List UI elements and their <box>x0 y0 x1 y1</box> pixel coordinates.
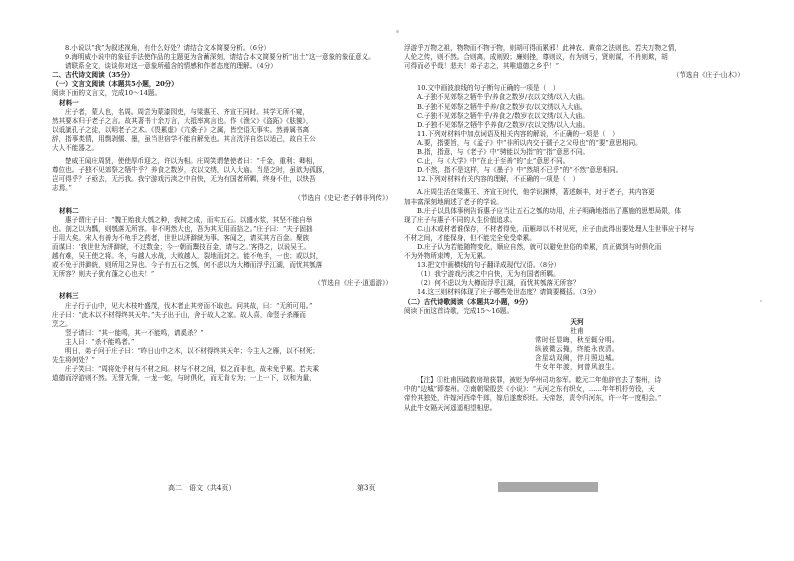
text-line: （1）我宁游戏污渎之中自快，无为有国者所羁。 <box>417 270 560 279</box>
text-line: （2）何不虑以为大樽而浮乎江湖，而忧其瓠落无所容？ <box>417 279 580 288</box>
text-line: 不为外物所束缚，无为无累。 <box>404 252 490 261</box>
text-line: 道德而浮游则不然。无誉无訾，一龙一蛇，与时俱化，而无肯专为；一上一下，以和为量， <box>52 374 316 383</box>
text-line: 也。剖之以为瓢，则瓠落无所容。非不呺然大也，吾为其无用而掊之。”庄子曰：“夫子固拙 <box>52 224 313 233</box>
text-line: 无所容？则夫子犹有蓬之心也夫！” <box>52 270 155 279</box>
text-line: （节选自《庄子·逍遥游》） <box>314 279 392 288</box>
text-line: A.子独不见郊祭之牺牛乎/养食之数岁/衣以文绣/以入大庙。 <box>417 93 589 102</box>
scan-speck <box>396 30 399 33</box>
poem-line: 杜甫 <box>570 326 584 335</box>
text-line: 不材之间，才能保身，但不能完全免受牵累。 <box>404 233 536 242</box>
left-column <box>52 44 398 383</box>
footer-course-label: 高二 语文（共4页） <box>168 484 236 492</box>
text-line: 10.文中画波浪线的句子断句正确的一项是（ ） <box>417 84 560 93</box>
text-line: 帝怜其独处，许嫁河西牵牛郎，嫁后遂废织纴。天帝怒，责令归河东，许一年一度相会。” <box>404 394 662 403</box>
poem-line: 牛女年年渡，何曾风浪生。 <box>535 363 619 372</box>
text-line: 岂可得乎？子亟去，无污我。我宁游戏污渎之中自快，无为有国者所羁，终身不仕，以快吾 <box>52 175 316 184</box>
text-line: 尊位也。子独不见郊祭之牺牛乎？养食之数岁，衣以文绣，以入大庙。当是之时，虽欲为孤豚， <box>52 166 329 175</box>
text-line: 13.把文中画横线的句子翻译成现代汉语。（8分） <box>417 261 561 270</box>
text-line: A.要，指要旨，与《孟子》中“非所以内交于孺子之父母也”的“要”意思相同。 <box>417 138 642 147</box>
text-line: 然其要本归于老子之言。故其著书十余万言，大抵率寓言也。作《渔父》《盗跖》《胠箧》， <box>52 116 313 125</box>
text-line: 志焉。” <box>52 184 72 193</box>
text-line: 浮游乎万物之祖，物物而不物于物，则胡可得而累邪！此神农、黄帝之法则也。若夫万物之情， <box>404 44 681 52</box>
text-line: 而谋曰：‘我世世为洴澼絖，不过数金；今一朝而鬻技百金，请与之。’客得之，以说吴王。 <box>52 242 311 251</box>
poem-line: 常时任显晦，秋至辄分明。 <box>535 335 619 344</box>
text-line: 庄子笑曰：“周将处乎材与不材之间。材与不材之间，似之而非也，故未免乎累。若夫乘 <box>65 365 319 374</box>
text-line: 越有难，吴王使之将。冬，与越人水战，大败越人，裂地而封之。能不龟手，一也；或以封， <box>52 252 323 261</box>
text-line: B.指，指意，与《老子》中“骋能以为指”的“指”意思不同。 <box>417 148 590 157</box>
text-line: 【注】①杜甫因疏救房琯获罪，被贬为华州司功参军。乾元二年他辞官去了秦州，诗 <box>417 376 661 385</box>
text-line: 现了庄子与惠子不同的人生价值追求。 <box>404 215 517 224</box>
text-line: 12.下列对材料有关内容的理解，不正确的一项是（ ） <box>417 175 580 184</box>
text-line: 先生将何处？” <box>52 356 95 365</box>
text-line: 阅读下面这首诗歌，完成15～16题。 <box>404 306 514 315</box>
text-line: 可得而必乎哉！悲夫！弟子志之，其唯道德之乡乎！” <box>404 62 560 71</box>
text-line: 8.小说以“我”为叙述视角，有什么好处？请结合文本简要分析。（6分） <box>65 44 271 52</box>
text-line: 14.这三则材料体现了庄子哪些处世态度？请简要概括。（3分） <box>417 288 600 297</box>
text-line: 人伦之传，则不然。合则离，成则毁；廉则挫，尊则议，有为则亏，贤则谋，不肖则欺，胡 <box>404 53 668 62</box>
text-line: （二）古代诗歌阅读（本题共2小题，9分） <box>404 297 532 306</box>
text-line: （节选自《庄子·山木》） <box>672 71 744 80</box>
text-line: 烹之。 <box>52 319 72 328</box>
text-line: 楚威王闻庄周贤，使使厚币迎之，许以为相。庄周笑谓楚使者曰：“千金，重利；卿相， <box>65 157 319 166</box>
footer-page-number: 第3页 <box>357 484 376 492</box>
text-line: D.庄子认为若能随物变化，顺应自然，就可以避免世俗的牵累，真正做到与时俱化而 <box>417 242 662 251</box>
text-line: 阅读下面的文言文，完成10～14题。 <box>52 89 162 98</box>
text-line: 从此牛女隔天河遥遥相望相思。 <box>404 403 497 412</box>
text-line: C.山木或材者谁保存，不材者得免，而雁却以不材见死，庄子由此得出要处理人生世事应于材与 <box>417 224 695 233</box>
text-line: D.不然，指不是这样，与《墨子》中“然胡不已乎”的“不然”意思相同。 <box>417 166 623 175</box>
text-line: D.子独不见郊祭之牺牛乎养食/之数岁/衣以文绣/以入大庙。 <box>417 120 590 129</box>
text-line: B.子独不见郊祭之牺牛乎养/食之数岁衣/以文绣以入大庙。 <box>417 102 587 111</box>
text-line: C.止，与《大学》中“在止于至善”的“止”意思不同。 <box>417 157 570 166</box>
text-line: 庄子者，蒙人也，名周。周尝为蒙漆园吏，与梁惠王、齐宣王同时。其学无所不窥， <box>65 107 309 116</box>
text-line: 加丰富深刻地阐述了老子的学说。 <box>404 197 503 206</box>
text-line: 庄子行于山中，见大木枝叶盛茂，伐木者止其旁而不取也。问其故，曰：“无所可用。” <box>65 301 313 310</box>
text-line: 11.下列对材料中加点词语及相关内容的解说，不正确的一项是（ ） <box>417 129 619 138</box>
poem-line: 纵被微云掩，终能永夜清。 <box>535 345 619 353</box>
right-column <box>404 44 750 413</box>
text-line: B.庄子以具体事例告诉惠子应当让五石之瓠的功用，庄子明确地指出了惠施的思想局限，体 <box>417 206 682 215</box>
text-line: 竖子请曰：“其一能鸣，其一不能鸣，请奚杀？” <box>65 328 204 337</box>
text-line: （一）文言文阅读（本题共5小题，20分） <box>52 80 178 89</box>
text-line: 大人不能器之。 <box>52 144 99 153</box>
text-line: 二、古代诗文阅读（35分） <box>52 71 134 80</box>
poem-line: 含星动双阙，伴月照边城。 <box>535 354 619 363</box>
text-line: 材料三 <box>59 292 79 301</box>
text-line: 辞，指事类情，用剽剥儒、墨，虽当世宿学不能自解免也。其言洸洋自恣以适己，故自王公 <box>52 134 316 143</box>
text-line: 请联系全文，谈谈你对这一意象所蕴含的情感和作者态度的理解。（4分） <box>65 62 277 71</box>
text-line: 以诋訿孔子之徒，以明老子之术。《畏累虚》《亢桑子》之属，皆空语无事实。然善属书离 <box>52 125 310 134</box>
text-line: 材料二 <box>59 206 79 215</box>
text-line: 材料一 <box>59 98 79 107</box>
text-line: 明日，弟子问于庄子曰：“昨日山中之木，以不材得终其天年；今主人之雁，以不材死； <box>65 347 319 355</box>
text-line: 或不免于洴澼絖，则所用之异也。今子有五石之瓠，何不虑以为大樽而浮乎江湖，而忧其瓠落 <box>52 261 323 270</box>
text-line: 主人曰：“杀不能鸣者。” <box>65 337 135 346</box>
text-line: 于用大矣。宋人有善为不龟手之药者，世世以洴澼絖为事。客闻之，请买其方百金。聚族 <box>52 233 310 242</box>
text-line: A.庄周生活在梁惠王、齐宣王时代，他学识渊博，著述颇丰，对于老子，其内容更 <box>417 188 655 197</box>
text-line: 9.海明威小说中的象征手法使作品的主题更为含蓄深刻，请结合本文简要分析“出土”这一意象的象征意义。 <box>65 53 375 62</box>
text-line: 惠子谓庄子曰：“魏王贻我大瓠之种，我树之成，而实五石。以盛水浆，其坚不能自举 <box>65 215 313 224</box>
text-line: C.子独不见郊祭之牺牛乎/养食之/数岁衣以文绣/以入大庙。 <box>417 111 589 120</box>
scan-speck <box>760 300 762 302</box>
redaction-bar <box>498 482 598 492</box>
poem-line: 天河 <box>570 317 584 326</box>
text-line: 庄子曰：“此木以不材得终其天年。”夫子出于山，舍于故人之家。故人喜，命竖子杀雁而 <box>52 310 307 319</box>
text-line: （节选自《史记·老子韩非列传》） <box>294 193 392 202</box>
text-line: 中的“边城”即秦州。②南朝梁殷芸《小说》：“天河之东有织女，……年年机杼劳役，天 <box>404 385 655 394</box>
